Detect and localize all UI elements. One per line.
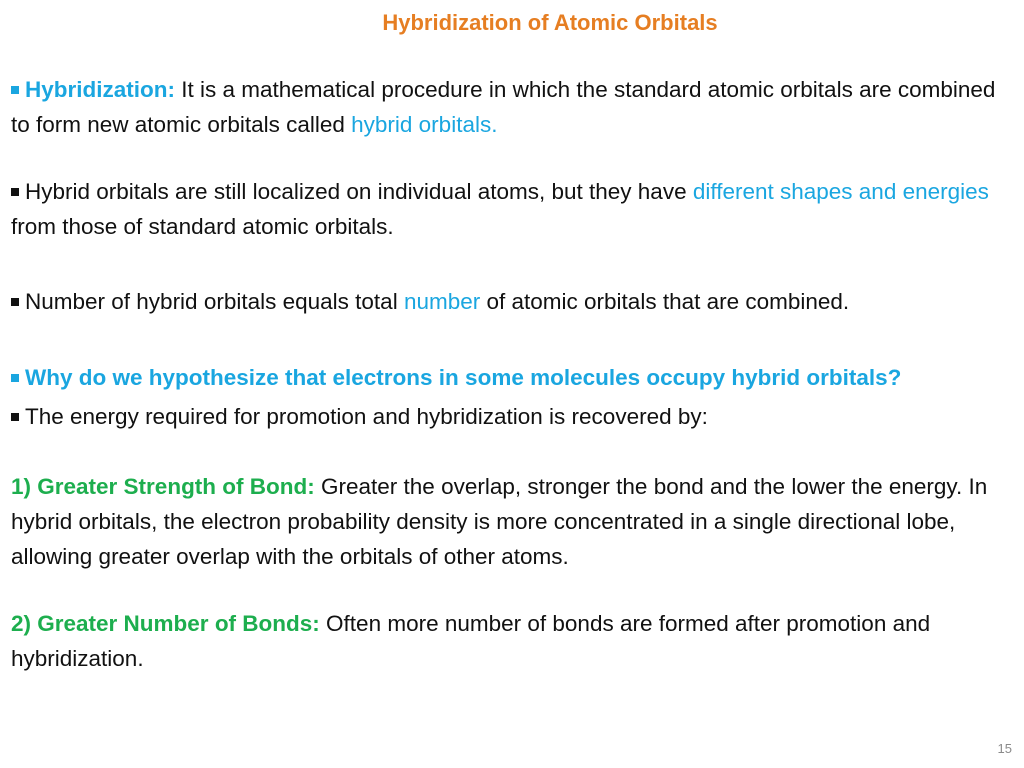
paragraph-why-question (11, 360, 1006, 395)
body-text: The energy required for promotion and hybridization is recovered by: (25, 404, 708, 429)
body-text: Hybrid orbitals are still localized on individual atoms, but they have (25, 179, 693, 204)
definition-text: It is a mathematical procedure in which the standard atomic orbitals are combined to form new atomic orbitals called (11, 77, 996, 137)
term-label: Hybridization: (25, 77, 175, 102)
highlight-text: different shapes and energies (692, 179, 989, 204)
slide-title: Hybridization of Atomic Orbitals (382, 10, 718, 35)
question-text: Why do we hypothesize that electrons in some molecules occupy hybrid orbitals? (25, 365, 902, 390)
square-bullet-icon (11, 86, 19, 94)
paragraph-number-of-orbitals (11, 284, 1006, 319)
body-text: Number of hybrid orbitals equals total (25, 289, 404, 314)
highlight-text: number (403, 289, 481, 314)
paragraph-hybridization-definition (11, 72, 1006, 142)
numbered-label: 2) Greater Number of Bonds: (11, 611, 320, 636)
square-bullet-icon (11, 298, 19, 306)
numbered-label: 1) Greater Strength of Bond: (11, 474, 315, 499)
square-bullet-icon (11, 413, 19, 421)
paragraph-greater-number (11, 606, 1006, 676)
paragraph-energy-recovered (11, 399, 1006, 434)
body-text: from those of standard atomic orbitals. (11, 214, 394, 239)
paragraph-greater-strength (11, 469, 1006, 574)
page-number: 15 (997, 741, 1012, 756)
square-bullet-icon (11, 188, 19, 196)
highlight-text: hybrid orbitals. (351, 112, 498, 137)
body-text: Greater the overlap, stronger the bond and the lower the energy. In hybrid orbitals, the electron probability density is more concentrated in a single directional lobe, allowing greater overlap with the orbitals of other atoms. (11, 474, 988, 569)
square-bullet-icon (11, 374, 19, 382)
body-text: Often more number of bonds are formed after promotion and hybridization. (11, 611, 931, 671)
paragraph-hybrid-localized (11, 174, 1006, 244)
body-text: of atomic orbitals that are combined. (480, 289, 850, 314)
